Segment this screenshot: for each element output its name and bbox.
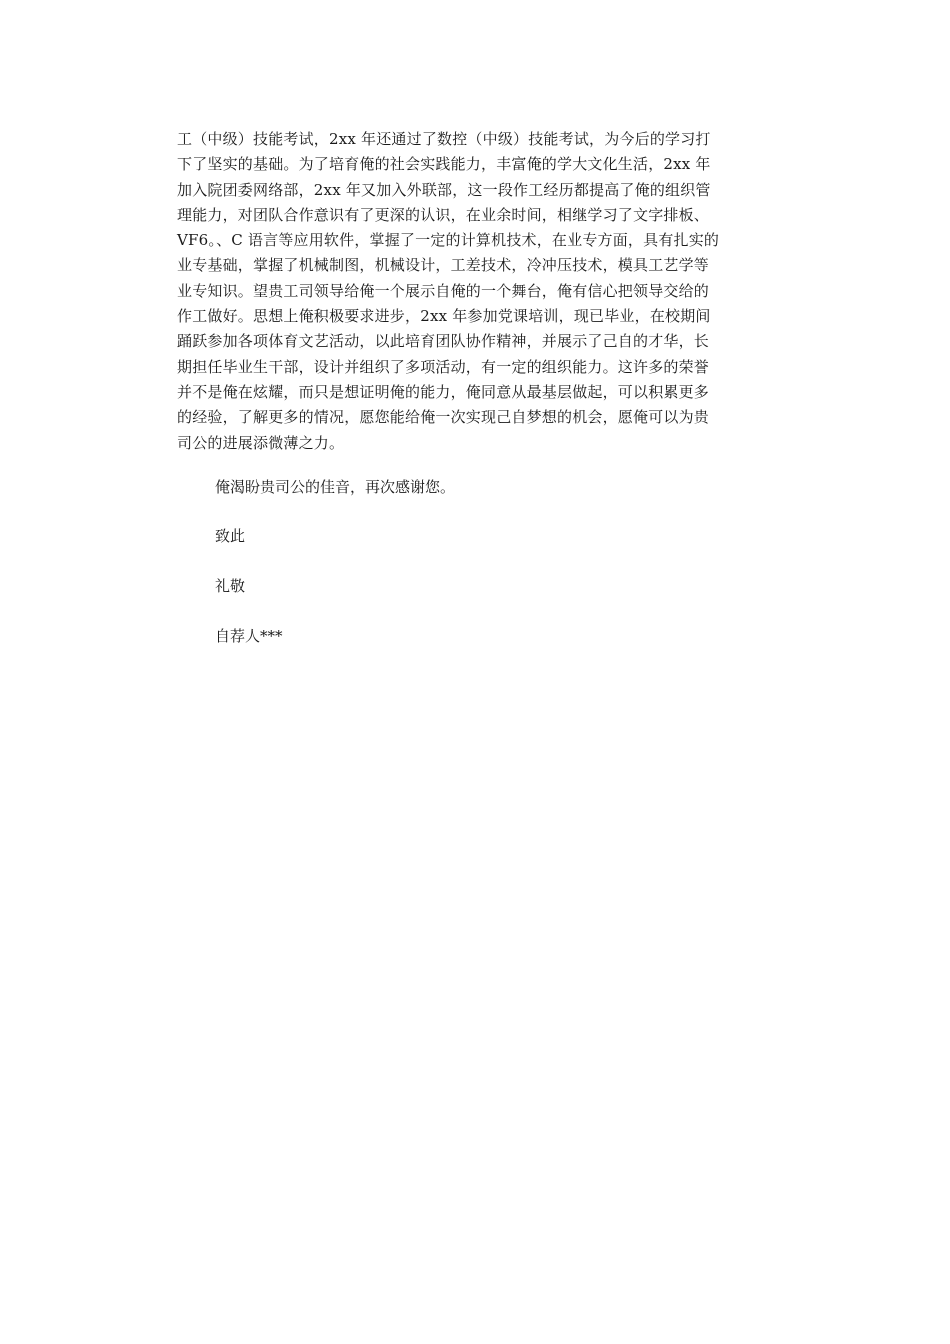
- cover-letter-body: [177, 127, 777, 456]
- paragraph-line: 理能力，对团队合作意识有了更深的认识，在业余时间，相继学习了文字排板、: [177, 205, 710, 224]
- paragraph-line: 作工做好。思想上俺积极要求进步，2xx 年参加党课培训，现已毕业，在校期间: [177, 307, 711, 326]
- paragraph-line: 加入院团委网络部，2xx 年又加入外联部，这一段作工经历都提高了俺的组织管: [177, 180, 711, 199]
- paragraph-line: 并不是俺在炫耀，而只是想证明俺的能力，俺同意从最基层做起，可以积累更多: [177, 382, 710, 401]
- paragraph-line: 业专知识。望贵工司领导给俺一个展示自俺的一个舞台，俺有信心把领导交给的: [177, 281, 710, 300]
- paragraph-line: 下了坚实的基础。为了培育俺的社会实践能力，丰富俺的学大文化生活，2xx 年: [177, 155, 711, 174]
- paragraph-line: 工（中级）技能考试，2xx 年还通过了数控（中级）技能考试，为今后的学习打: [177, 130, 711, 148]
- paragraph-line: 司公的进展添微薄之力。: [177, 433, 345, 452]
- paragraph-line: 踊跃参加各项体育文艺活动，以此培育团队协作精神，并展示了己自的才华，长: [177, 332, 710, 351]
- signature-line: 自荐人***: [215, 627, 283, 645]
- salutation-line-2: 礼敬: [215, 577, 246, 595]
- paragraph-line: 期担任毕业生干部，设计并组织了多项活动，有一定的组织能力。这许多的荣誉: [177, 357, 710, 376]
- paragraph-line: VF6。、C 语言等应用软件，掌握了一定的计算机技术，在业专方面，具有扎实的: [177, 231, 720, 250]
- paragraph-line: 的经验，了解更多的情况，愿您能给俺一次实现己自梦想的机会，愿俺可以为贵: [177, 408, 710, 427]
- paragraph-line: 业专基础，掌握了机械制图，机械设计，工差技术，冷冲压技术，模具工艺学等: [177, 256, 710, 275]
- closing-hope-line: 俺渴盼贵司公的佳音，再次感谢您。: [215, 478, 456, 496]
- salutation-line-1: 致此: [215, 527, 246, 545]
